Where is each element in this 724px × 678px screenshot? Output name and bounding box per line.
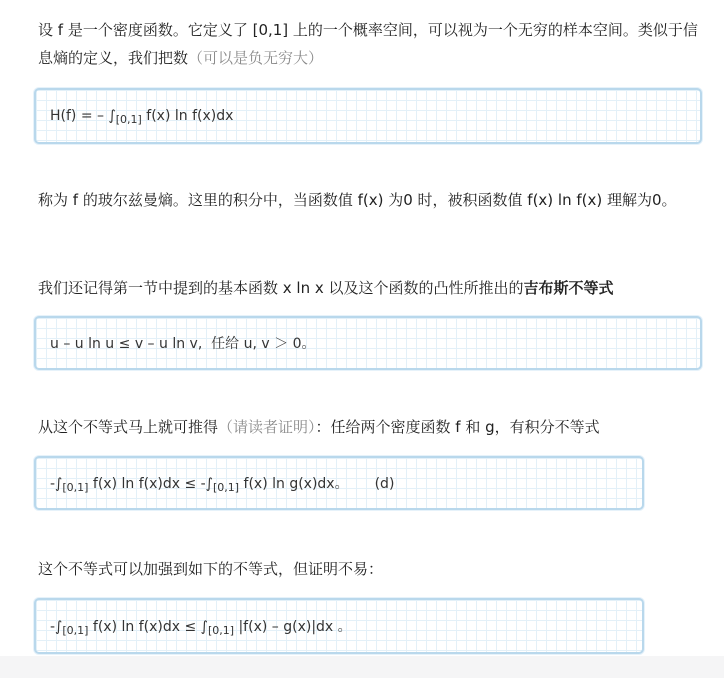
paragraph-gibbs-intro: [38, 274, 706, 302]
formula-part: H(f) = – ∫: [50, 108, 116, 124]
formula-part: f(x) ln f(x)dx: [141, 108, 234, 124]
formula-part: f(x) ln f(x)dx ≤ ∫: [88, 619, 208, 635]
parenthetical-note: （请读者证明）: [218, 418, 316, 436]
integral-subscript: [0,1]: [115, 113, 142, 126]
paragraph-text: 设 f 是一个密度函数。它定义了 [0,1] 上的一个概率空间，可以视为一个无穷的样本空间。类似于信息熵的定义，我们把数: [38, 21, 698, 67]
formula-inequality-d: [50, 473, 394, 493]
paragraph-text: 我们还记得第一节中提到的基本函数 x ln x 以及这个函数的凸性所推出的: [38, 279, 524, 297]
page-bottom-strip: [0, 656, 724, 678]
formula-strengthened: [50, 616, 352, 636]
equation-tag: (d): [374, 476, 395, 492]
integral-subscript: [0,1]: [207, 624, 235, 637]
paragraph-boltzmann: [38, 186, 706, 214]
formula-box-strengthened: [34, 598, 644, 654]
formula-part: -∫: [50, 619, 63, 635]
paragraph-text: ：任给两个密度函数 f 和 g，有积分不等式: [315, 418, 600, 436]
formula-box-entropy: [34, 88, 702, 144]
formula-box-inequality-d: [34, 456, 644, 510]
formula-part: f(x) ln f(x)dx ≤ -∫: [88, 476, 213, 492]
paragraph-integral-inequality: [38, 413, 706, 441]
paragraph-strengthened: [38, 555, 706, 583]
integral-subscript: [0,1]: [62, 624, 89, 637]
formula-part: f(x) ln g(x)dx。: [239, 476, 349, 492]
formula-gibbs: u – u ln u ≤ v – u ln v, 任给 u, v ＞ 0。: [50, 336, 316, 352]
formula-box-gibbs: [34, 316, 702, 370]
formula-part: -∫: [50, 476, 63, 492]
formula-entropy: [50, 108, 233, 124]
parenthetical-note: （可以是负无穷大）: [188, 49, 324, 67]
paragraph-text: 从这个不等式马上就可推得: [38, 418, 219, 436]
paragraph-density-intro: [38, 16, 706, 72]
integral-subscript: [0,1]: [62, 481, 89, 494]
paragraph-text: 称为 f 的玻尔兹曼熵。这里的积分中，当函数值 f(x) 为0 时，被积函数值 f(x) ln f(x) 理解为0。: [38, 191, 677, 209]
paragraph-text: 这个不等式可以加强到如下的不等式，但证明不易：: [38, 560, 384, 578]
gibbs-inequality-term: 吉布斯不等式: [523, 279, 614, 297]
formula-part: |f(x) – g(x)|dx 。: [234, 619, 352, 635]
integral-subscript: [0,1]: [212, 481, 240, 494]
